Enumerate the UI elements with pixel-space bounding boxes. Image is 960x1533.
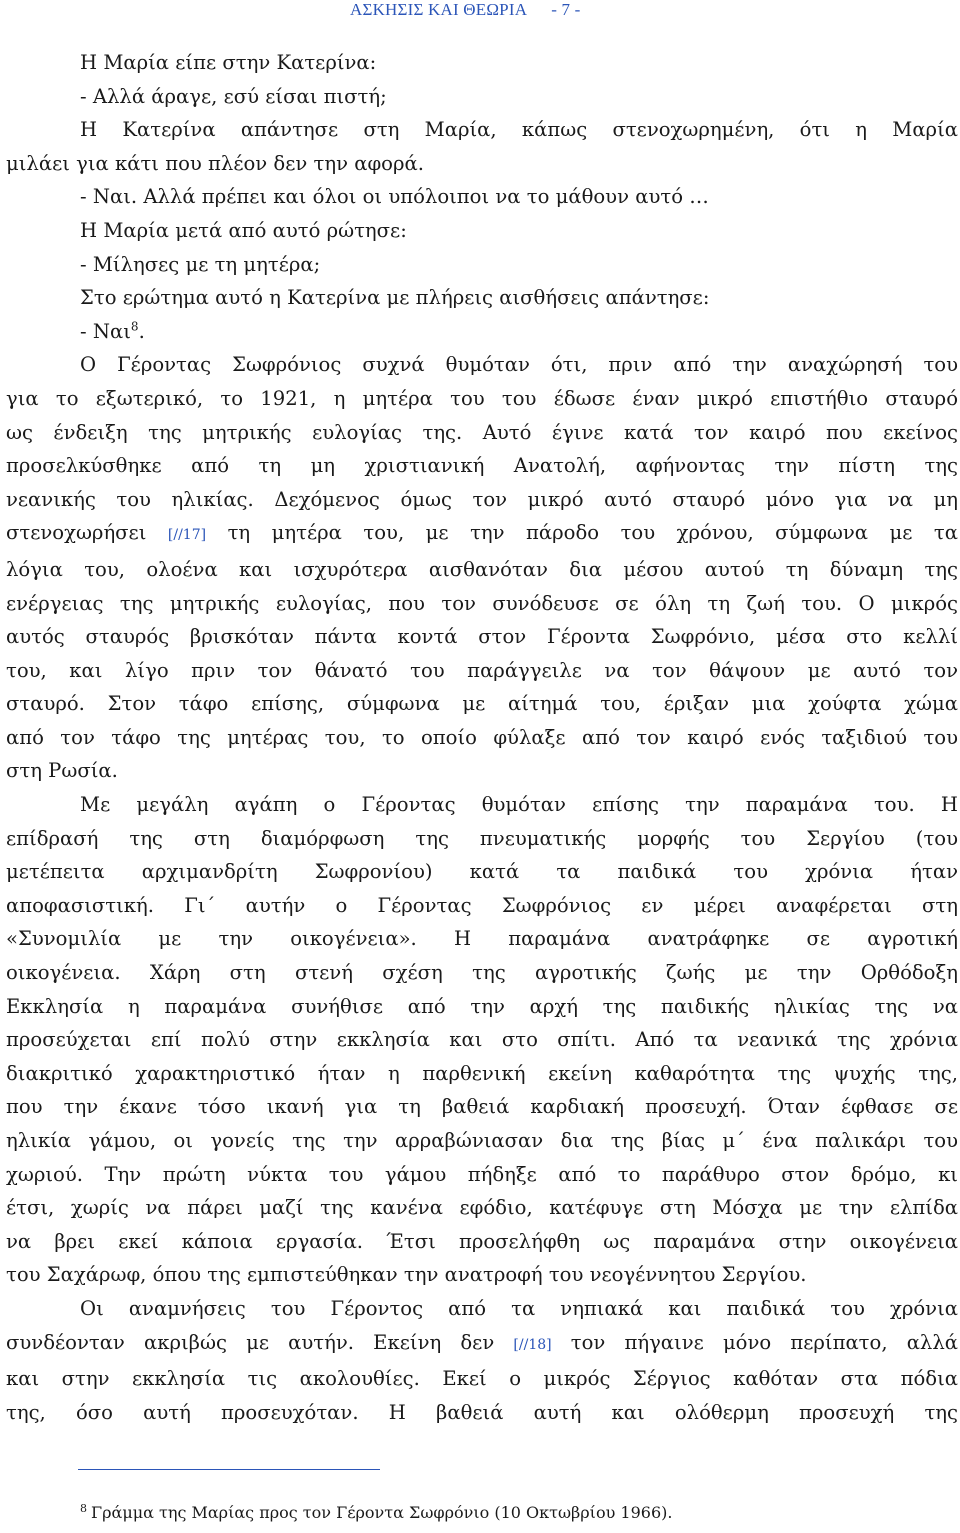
text-line: μετέπειτα αρχιμανδρίτη Σωφρονίου) κατά τα παιδικά του χρόνια ήταν bbox=[6, 860, 958, 884]
answer-end: . bbox=[138, 319, 145, 343]
footnote bbox=[80, 1502, 672, 1524]
footnote-separator bbox=[78, 1469, 380, 1470]
text-line: νεανικής του ηλικίας. Δεχόμενος όμως τον μικρό αυτό σταυρό μόνο για να μη bbox=[6, 487, 958, 511]
text-segment: τη μητέρα του, με την πάροδο του χρόνου, σύμφωνα με τα bbox=[227, 521, 958, 545]
text-line: από τον τάφο της μητέρας του, το οποίο φύλαξε από τον καιρό ενός ταξιδιού του bbox=[6, 725, 958, 749]
page-marker-18[interactable]: [//18] bbox=[513, 1336, 552, 1353]
text-line: στη Ρωσία. bbox=[6, 759, 118, 783]
text-line: - Ναι. Αλλά πρέπει και όλοι οι υπόλοιποι να το μάθουν αυτό … bbox=[80, 185, 709, 209]
text-line: Η Μαρία μετά από αυτό ρώτησε: bbox=[80, 218, 407, 242]
text-line: και στην εκκλησία τις ακολουθίες. Εκεί ο μικρός Σέργιος καθόταν στα πόδια bbox=[6, 1367, 958, 1391]
answer-text: - Ναι bbox=[80, 319, 131, 343]
text-line: προσελκύσθηκε από τη μη χριστιανική Ανατολή, αφήνοντας την πίστη της bbox=[6, 454, 958, 478]
text-line: αυτός σταυρός βρισκόταν πάντα κοντά στον Γέροντα Σωφρόνιο, μέσα στο κελλί bbox=[6, 625, 958, 649]
text-segment: τον πήγαινε μόνο περίπατο, αλλά bbox=[570, 1330, 959, 1354]
text-line: ως ένδειξη της μητρικής ευλογίας της. Αυτό έγινε κατά τον καιρό που εκείνος bbox=[6, 420, 958, 444]
text-line: του, και λίγο πριν τον θάνατό του παράγγειλε να τον θάψουν με αυτό τον bbox=[6, 658, 958, 682]
text-line: Με μεγάλη αγάπη ο Γέροντας θυμόταν επίσης την παραμάνα του. Η bbox=[80, 793, 958, 817]
text-line: που την έκανε τόσο ικανή για τη βαθειά καρδιακή προσευχή. Όταν έφθασε σε bbox=[6, 1095, 958, 1119]
text-line: για το εξωτερικό, το 1921, η μητέρα του του έδωσε έναν μικρό επιστήθιο σταυρό bbox=[6, 386, 958, 410]
footnote-reference[interactable]: 8 bbox=[130, 319, 139, 334]
text-line: Η Κατερίνα απάντησε στη Μαρία, κάπως στενοχωρημένη, ότι η Μαρία bbox=[80, 118, 958, 142]
running-title: ΑΣΚΗΣΙΣ ΚΑΙ ΘΕΩΡΙΑ bbox=[350, 0, 528, 19]
running-header bbox=[350, 0, 581, 22]
text-line-with-page-marker bbox=[6, 1326, 958, 1363]
text-line: Οι αναμνήσεις του Γέροντος από τα νηπιακά και παιδικά του χρόνια bbox=[80, 1296, 958, 1320]
text-line-with-page-marker bbox=[6, 516, 958, 553]
footnote-text: Γράμμα της Μαρίας προς τον Γέροντα Σωφρόνιο (10 Οκτωβρίου 1966). bbox=[91, 1503, 673, 1522]
text-line: χωριού. Την πρώτη νύκτα του γάμου πήδηξε από το παράθυρο στον δρόμο, κι bbox=[6, 1162, 958, 1186]
text-line: Ο Γέροντας Σωφρόνιος συχνά θυμόταν ότι, πριν από την αναχώρησή του bbox=[80, 353, 958, 377]
text-line-answer bbox=[6, 315, 958, 349]
text-segment: συνδέονταν ακριβώς με αυτήν. Εκείνη δεν bbox=[6, 1330, 495, 1354]
text-line: Στο ερώτημα αυτό η Κατερίνα με πλήρεις αισθήσεις απάντησε: bbox=[80, 286, 710, 310]
page-marker-17[interactable]: [//17] bbox=[167, 527, 207, 544]
footnote-number: 8 bbox=[80, 1501, 87, 1515]
text-line: Εκκλησία η παραμάνα συνήθισε από την αρχή της παιδικής ηλικίας της να bbox=[6, 994, 958, 1018]
text-line: σταυρό. Στον τάφο επίσης, σύμφωνα με αίτημά του, έριξαν μια χούφτα χώμα bbox=[6, 692, 958, 716]
text-segment: στενοχωρήσει bbox=[6, 521, 147, 545]
text-line: να βρει εκεί κάποια εργασία. Έτσι προσελήφθη ως παραμάνα στην οικογένεια bbox=[6, 1229, 958, 1253]
text-line: προσεύχεται επί πολύ στην εκκλησία και στο σπίτι. Από τα νεανικά της χρόνια bbox=[6, 1028, 958, 1052]
text-line: μιλάει για κάτι που πλέον δεν την αφορά. bbox=[6, 151, 424, 175]
text-line: - Αλλά άραγε, εσύ είσαι πιστή; bbox=[80, 84, 387, 108]
text-line: ενέργειας της μητρικής ευλογίας, που τον συνόδευσε σε όλη τη ζωή του. Ο μικρός bbox=[6, 591, 958, 615]
text-line: ηλικία γάμου, οι γονείς της την αρραβώνιασαν δια της βίας μ΄ ένα παλικάρι του bbox=[6, 1129, 958, 1152]
text-line: της, όσο αυτή προσευχόταν. Η βαθειά αυτή και ολόθερμη προσευχή της bbox=[6, 1400, 958, 1424]
text-line: οικογένεια. Χάρη στη στενή σχέση της αγροτικής ζωής με την Ορθόδοξη bbox=[6, 961, 958, 985]
text-line: επίδρασή της στη διαμόρφωση της πνευματικής μορφής του Σεργίου (του bbox=[6, 826, 958, 850]
text-line: έτσι, χωρίς να πάρει μαζί της κανένα εφόδιο, κατέφυγε στη Μόσχα με την ελπίδα bbox=[6, 1196, 958, 1220]
text-line: διακριτικό χαρακτηριστικό ήταν η παρθενική εκείνη καθαρότητα της ψυχής της, bbox=[6, 1061, 958, 1085]
text-line: του Σαχάρωφ, όπου της εμπιστεύθηκαν την ανατροφή του νεογέννητου Σεργίου. bbox=[6, 1263, 807, 1287]
text-line: λόγια του, ολοένα και ισχυρότερα αισθανόταν δια μέσου αυτού τη δύναμη της bbox=[6, 557, 958, 581]
text-line: αποφασιστική. Γι΄ αυτήν ο Γέροντας Σωφρόνιος εν μέρει αναφέρεται στη bbox=[6, 893, 958, 917]
document-body bbox=[6, 46, 958, 1429]
page-number: - 7 - bbox=[551, 0, 581, 19]
text-line: «Συνομιλία με την οικογένεια». Η παραμάνα ανατράφηκε σε αγροτική bbox=[6, 927, 958, 951]
text-line: - Μίλησες με τη μητέρα; bbox=[80, 252, 321, 276]
text-line: Η Μαρία είπε στην Κατερίνα: bbox=[80, 51, 377, 74]
